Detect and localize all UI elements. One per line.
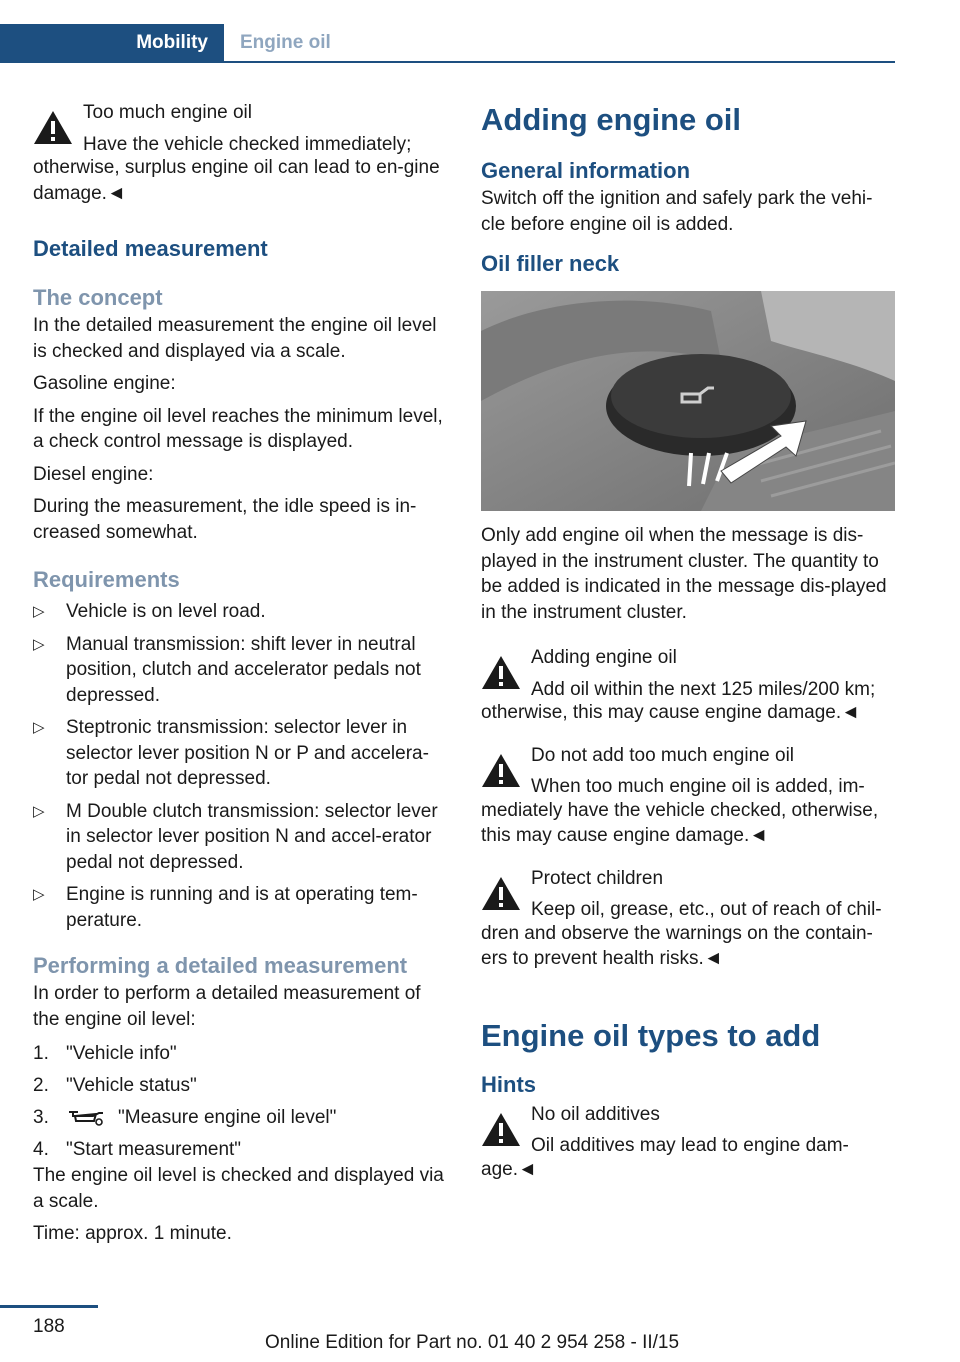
warning-body: dren and observe the warnings on the contain-ers to prevent health risks.◄ <box>481 922 873 969</box>
warning-body: mediately have the vehicle checked, otherwise, this may cause engine damage.◄ <box>481 799 879 846</box>
page-header <box>0 24 895 62</box>
warning-triangle-icon <box>481 655 521 690</box>
gasoline-label: Gasoline engine: <box>33 373 176 394</box>
warning-triangle-icon <box>481 876 521 911</box>
warning-first-line: Add oil within the next 125 miles/200 km; <box>531 678 876 700</box>
list-item: 3. "Measure engine oil level" <box>33 1107 337 1128</box>
result-text: The engine oil level is checked and displayed via a scale. <box>33 1165 444 1212</box>
heading-adding-engine-oil: Adding engine oil <box>481 102 742 137</box>
header-rule <box>0 61 895 63</box>
warning-first-line: Have the vehicle checked immediately; <box>83 133 412 155</box>
warning-triangle-icon <box>481 1112 521 1147</box>
heading-oil-filler-neck: Oil filler neck <box>481 251 620 276</box>
heading-engine-oil-types: Engine oil types to add <box>481 1017 821 1053</box>
performing-text: In order to perform a detailed measurement of the engine oil level: <box>33 983 421 1030</box>
diesel-text: During the measurement, the idle speed is in-creased somewhat. <box>33 496 417 543</box>
filler-text: Only add engine oil when the message is dis-played in the instrument cluster. The quantity to be added is indicated in the message dis-played in the instrument cluster. <box>481 525 887 623</box>
warning-title: Too much engine oil <box>83 102 252 123</box>
warning-title: No oil additives <box>531 1103 660 1125</box>
warning-too-much-oil <box>33 100 445 160</box>
warning-no-oil-additives <box>481 1102 895 1162</box>
warning-title: Protect children <box>531 867 664 889</box>
heading-general-information: General information <box>481 158 691 183</box>
footer-rule <box>0 1305 98 1308</box>
list-item: 4. "Start measurement" <box>33 1139 242 1160</box>
right-column <box>481 100 895 1182</box>
car-oil-service-icon <box>66 1106 106 1126</box>
bullet-triangle-icon: ▷ <box>33 886 45 903</box>
list-item: ▷ Manual transmission: shift lever in neutral position, clutch and accelerator pedals not depressed. <box>33 633 421 706</box>
edition-text: Online Edition for Part no. 01 40 2 954 258 - II/15 <box>265 1332 680 1353</box>
steps-list <box>33 1041 445 1163</box>
warning-first-line: Keep oil, grease, etc., out of reach of chil- <box>531 899 882 920</box>
bullet-triangle-icon: ▷ <box>33 802 45 820</box>
warning-title: Do not add too much engine oil <box>531 744 795 766</box>
bullet-triangle-icon: ▷ <box>33 719 45 736</box>
list-item: 1. "Vehicle info" <box>33 1043 177 1064</box>
time-text: Time: approx. 1 minute. <box>33 1223 232 1244</box>
bullet-triangle-icon: ▷ <box>33 603 45 620</box>
diesel-label: Diesel engine: <box>33 463 154 485</box>
engine-bay-illustration <box>481 291 895 511</box>
page-number: 188 <box>33 1316 65 1337</box>
gasoline-text: If the engine oil level reaches the minimum level, a check control message is displayed. <box>33 405 443 452</box>
general-text: Switch off the ignition and safely park the vehi-cle before engine oil is added. <box>481 188 873 235</box>
warning-first-line: When too much engine oil is added, im- <box>531 776 865 797</box>
warning-body: age.◄ <box>481 1158 537 1180</box>
oil-filler-neck-photo <box>481 291 895 511</box>
left-column <box>33 100 445 1247</box>
requirements-list <box>33 599 445 933</box>
heading-performing-measurement: Performing a detailed measurement <box>33 953 408 978</box>
warning-adding-oil <box>481 645 895 705</box>
header-topic-tab: Engine oil <box>240 32 331 53</box>
heading-hints: Hints <box>481 1071 536 1097</box>
warning-protect-children <box>481 866 895 926</box>
heading-the-concept: The concept <box>33 285 163 310</box>
header-section-tab: Mobility <box>0 24 224 62</box>
list-item: ▷ M Double clutch transmission: selector lever in selector lever position N and accel-erator pedal not depressed. <box>33 800 438 873</box>
warning-first-line: Oil additives may lead to engine dam- <box>531 1135 849 1156</box>
warning-too-much-oil-add <box>481 743 895 803</box>
warning-triangle-icon <box>33 110 73 145</box>
heading-detailed-measurement: Detailed measurement <box>33 236 268 261</box>
warning-body: otherwise, this may cause engine damage.◄ <box>481 702 860 723</box>
concept-text: In the detailed measurement the engine oil level is checked and displayed via a scale. <box>33 315 437 362</box>
list-item: ▷ Vehicle is on level road. <box>33 599 445 625</box>
list-item: 2. "Vehicle status" <box>33 1075 197 1096</box>
warning-triangle-icon <box>481 753 521 788</box>
list-item: ▷ Steptronic transmission: selector lever in selector lever position N or P and accelera-tor pedal not depressed. <box>33 717 429 789</box>
warning-title: Adding engine oil <box>531 647 677 668</box>
list-item: ▷ Engine is running and is at operating tem-perature. <box>33 884 418 931</box>
bullet-triangle-icon: ▷ <box>33 635 45 653</box>
heading-requirements: Requirements <box>33 567 180 592</box>
warning-body: otherwise, surplus engine oil can lead to en-gine damage.◄ <box>33 157 440 204</box>
